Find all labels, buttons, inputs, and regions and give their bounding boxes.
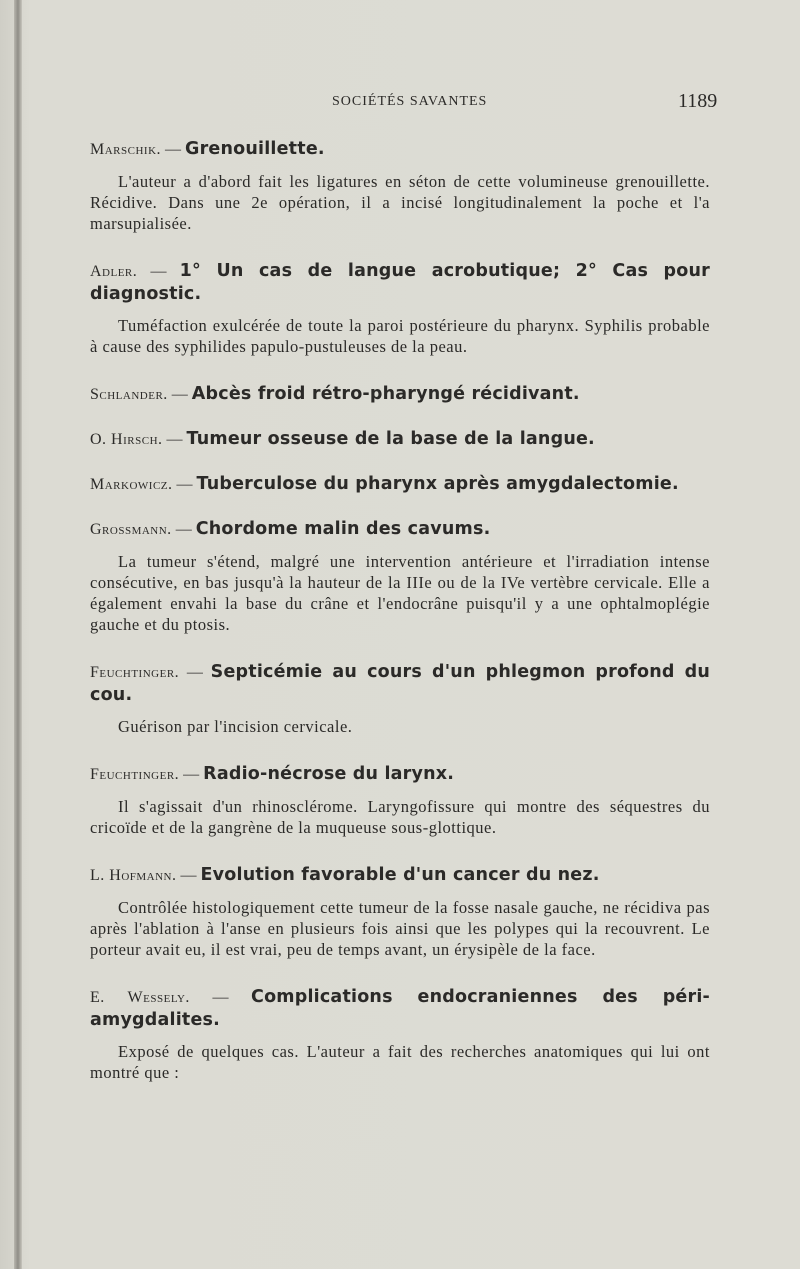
entry-dash: —: [176, 867, 201, 884]
entry-body: Guérison par l'incision cervicale.: [118, 717, 353, 736]
entry: [90, 661, 710, 737]
page-number: 1189: [678, 90, 718, 112]
entry-dash: —: [162, 431, 187, 448]
entry-title: Complications endocraniennes des péri-amygdalites.: [90, 987, 710, 1030]
entry-title: Grenouillette.: [185, 139, 325, 159]
page-header: [0, 90, 800, 120]
entry-title: Septicémie au cours d'un phlegmon profond du cou.: [90, 662, 711, 705]
entry-dash: —: [171, 521, 196, 538]
entry-heading: [90, 661, 710, 706]
entry-body: Il s'agissait d'un rhinosclérome. Laryngofissure qui montre des séquestres du cricoïde et de la gangrène de la muqueuse sous-glottique.: [90, 797, 710, 837]
entry-dash: —: [179, 664, 211, 681]
entry-body: L'auteur a d'abord fait les ligatures en séton de cette volumineuse grenouillette. Récidive. Dans une 2e opération, il a incisé longitudinalement la poche et l'a marsupialisée.: [90, 172, 710, 233]
entry-heading: [90, 260, 710, 305]
entry: [90, 383, 710, 406]
entry: [90, 138, 710, 234]
entry-body: Tuméfaction exulcérée de toute la paroi postérieure du pharynx. Syphilis probable à cause des syphilides papulo-pustuleuses de la peau.: [90, 316, 710, 356]
entry-author: Schlander.: [90, 386, 168, 403]
entry-heading: [90, 383, 710, 406]
entry-heading: [90, 428, 710, 451]
entry-title: Tumeur osseuse de la base de la langue.: [186, 429, 595, 449]
entry-heading: [90, 864, 710, 887]
entry-heading: [90, 763, 710, 786]
entry: [90, 428, 710, 451]
entry: [90, 986, 710, 1083]
entry-title: Abcès froid rétro-pharyngé récidivant.: [191, 384, 580, 404]
entry: [90, 763, 710, 838]
entry-dash: —: [167, 386, 192, 403]
entry: [90, 518, 710, 635]
page-spine-shadow: [14, 0, 22, 1269]
entry-heading: [90, 986, 710, 1031]
entry-author: Adler.: [90, 263, 138, 280]
entry-author: Marschik.: [90, 141, 162, 158]
entry-dash: —: [172, 476, 197, 493]
entry-title: Radio-nécrose du larynx.: [203, 764, 455, 784]
entry-author: E. Wessely.: [90, 989, 190, 1006]
entry-author: Feuchtinger.: [90, 664, 180, 681]
entry-body: Contrôlée histologiquement cette tumeur de la fosse nasale gauche, ne récidiva pas après l'ablation à l'anse en plusieurs fois ainsi que les polypes qui la recouvrent. Le porteur avait eu, il est vrai, peu de temps avant, un érysipèle de la face.: [90, 898, 710, 959]
entry: [90, 260, 710, 357]
entry-title: Chordome malin des cavums.: [195, 519, 491, 539]
entry-author: Feuchtinger.: [90, 766, 180, 783]
running-head: SOCIÉTÉS SAVANTES: [332, 94, 488, 109]
entry-author: Markowicz.: [90, 476, 173, 493]
entry-author: O. Hirsch.: [90, 431, 163, 448]
entry-body: La tumeur s'étend, malgré une intervention antérieure et l'irradiation intense consécutive, en bas jusqu'à la hauteur de la IIIe ou de la IVe vertèbre cervicale. Elle a également envahi la base du crâne et l'endocrâne puisqu'il y a une ophtalmoplégie gauche et du ptosis.: [90, 552, 710, 634]
entry-body: Exposé de quelques cas. L'auteur a fait des recherches anatomiques qui lui ont montré que :: [90, 1042, 710, 1082]
entry-heading: [90, 473, 710, 496]
entry-dash: —: [189, 989, 252, 1006]
entry-title: 1° Un cas de langue acrobutique; 2° Cas pour diagnostic.: [90, 261, 710, 304]
entry-title: Tuberculose du pharynx après amygdalectomie.: [196, 474, 679, 494]
entry-heading: [90, 518, 710, 541]
entry-author: Grossmann.: [90, 521, 172, 538]
entry: [90, 473, 710, 496]
entry-dash: —: [179, 766, 204, 783]
entry-dash: —: [137, 263, 180, 280]
entry-author: L. Hofmann.: [90, 867, 177, 884]
page-content: [90, 138, 710, 1083]
entry-heading: [90, 138, 710, 161]
entry: [90, 864, 710, 960]
entry-dash: —: [161, 141, 186, 158]
entry-title: Evolution favorable d'un cancer du nez.: [200, 865, 600, 885]
